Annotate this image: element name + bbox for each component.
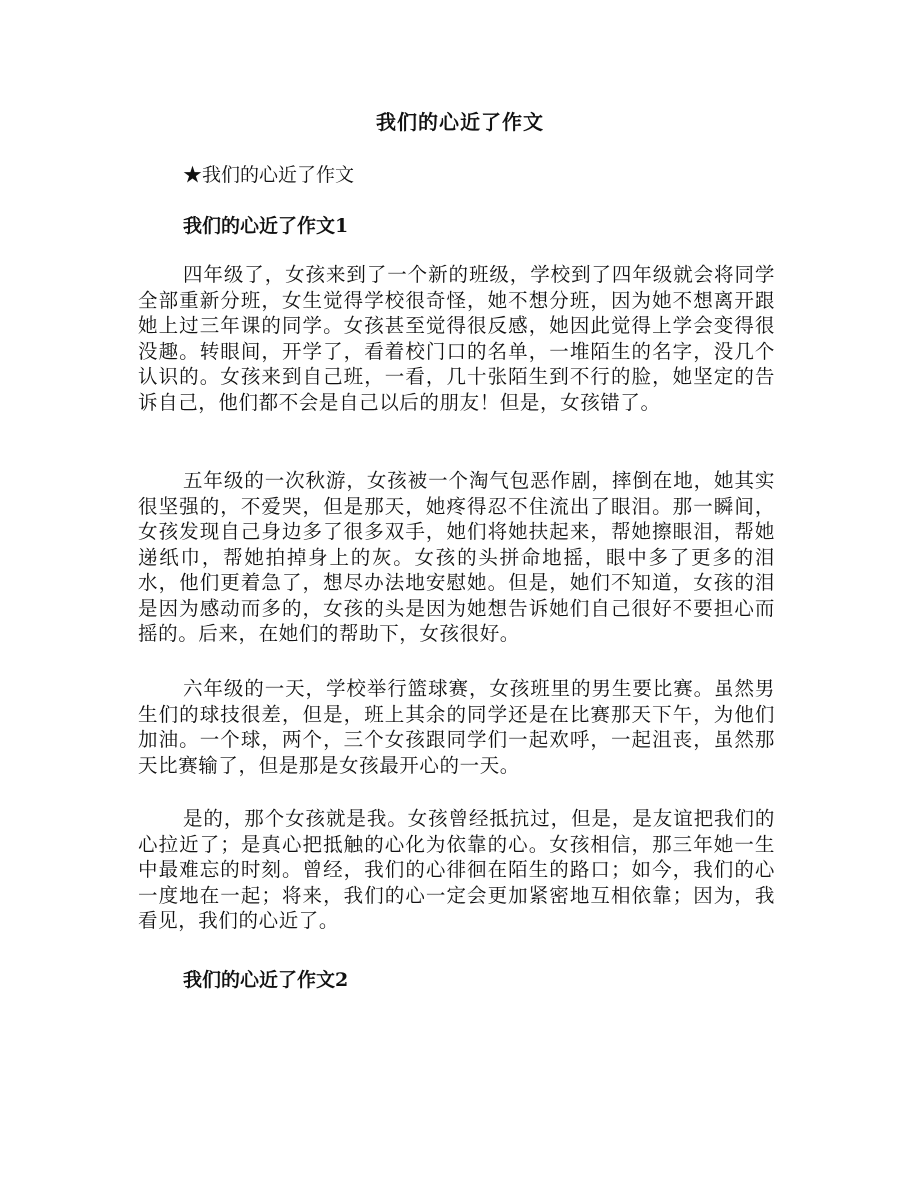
paragraph-2: 五年级的一次秋游，女孩被一个淘气包恶作剧，摔倒在地，她其实很坚强的，不爱哭，但是那天，她疼得忍不住流出了眼泪。那一瞬间，女孩发现自己身边多了很多双手，她们将她扶起来，帮她擦眼泪，帮她递纸巾，帮她拍掉身上的灰。女孩的头拼命地摇，眼中多了更多的泪水，他们更着急了，想尽办法地安慰她。但是，她们不知道，女孩的泪是因为感动而多的，女孩的头是因为她想告诉她们自己很好不要担心而摇的。后来，在她们的帮助下，女孩很好。: [138, 469, 775, 645]
section-heading-2: 我们的心近了作文2: [183, 969, 349, 991]
paragraph-3: 六年级的一天，学校举行篮球赛，女孩班里的男生要比赛。虽然男生们的球技很差，但是，班上其余的同学还是在比赛那天下午，为他们加油。一个球，两个，三个女孩跟同学们一起欢呼，一起沮丧，虽然那天比赛输了，但是那是女孩最开心的一天。: [138, 677, 775, 777]
paragraph-1: 四年级了，女孩来到了一个新的班级，学校到了四年级就会将同学全部重新分班，女生觉得学校很奇怪，她不想分班，因为她不想离开跟她上过三年课的同学。女孩甚至觉得很反感，她因此觉得上学会变得很没趣。转眼间，开学了，看着校门口的名单，一堆陌生的名字，没几个认识的。女孩来到自己班，一看，几十张陌生到不行的脸，她坚定的告诉自己，他们都不会是自己以后的朋友！但是，女孩错了。: [138, 263, 775, 414]
document-subtitle: ★我们的心近了作文: [183, 164, 355, 186]
section-heading-1: 我们的心近了作文1: [183, 215, 349, 237]
paragraph-4: 是的，那个女孩就是我。女孩曾经抵抗过，但是，是友谊把我们的心拉近了；是真心把抵触的心化为依靠的心。女孩相信，那三年她一生中最难忘的时刻。曾经，我们的心徘徊在陌生的路口；如今，我们的心一度地在一起；将来，我们的心一定会更加紧密地互相依靠；因为，我看见，我们的心近了。: [138, 807, 775, 932]
document-title: 我们的心近了作文: [376, 110, 544, 134]
